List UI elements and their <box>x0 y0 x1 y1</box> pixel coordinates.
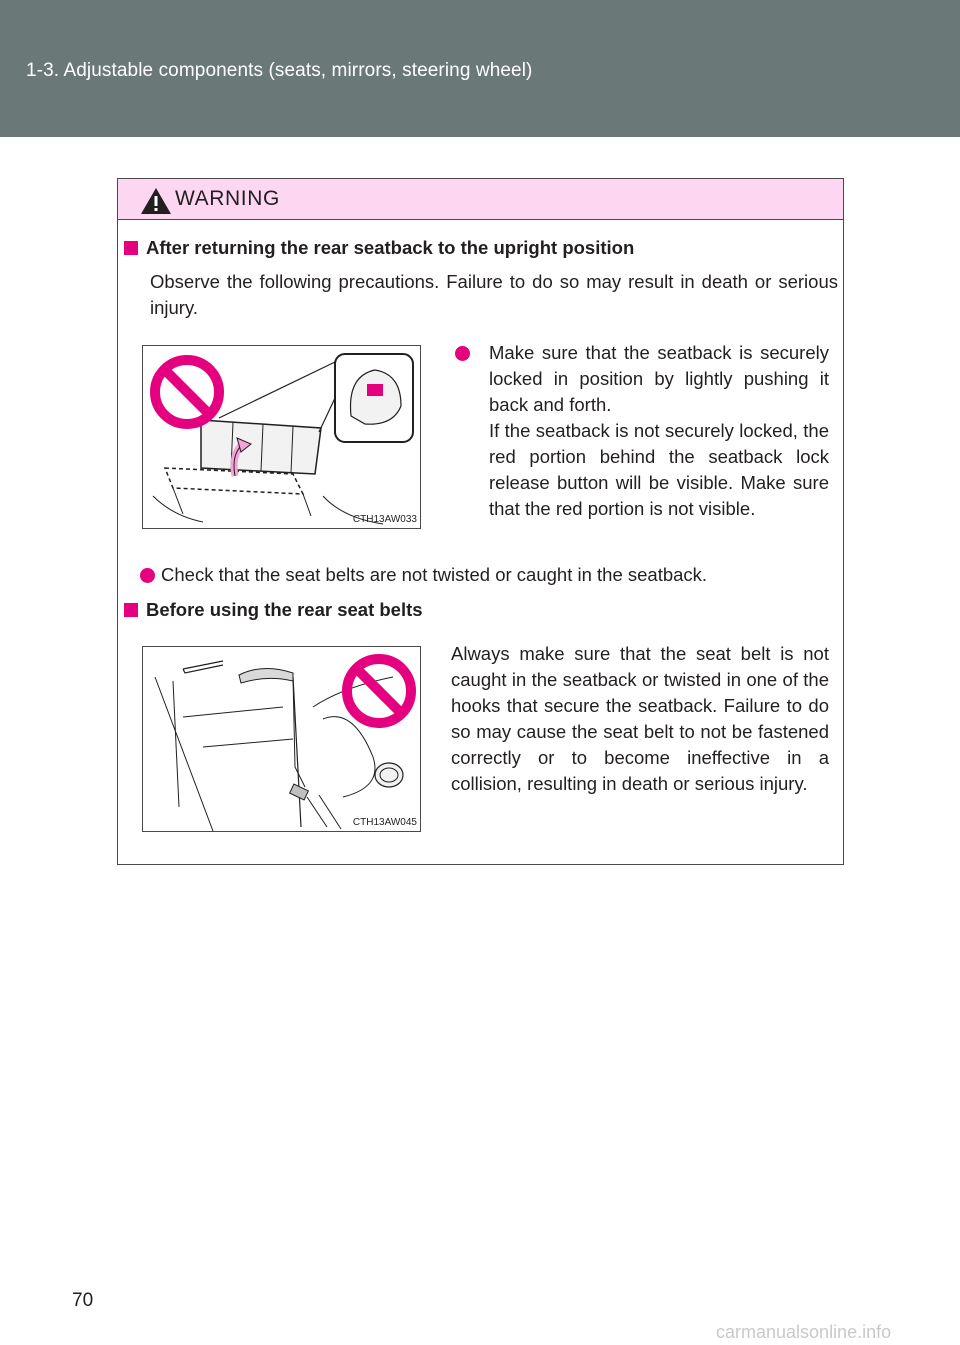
square-bullet-icon <box>124 603 138 617</box>
warning-box <box>117 178 844 865</box>
seatback-figure <box>142 345 421 529</box>
watermark: carmanualsonline.info <box>716 1322 892 1342</box>
section-heading-seatback <box>124 237 634 259</box>
rear-belts-text: Always make sure that the seat belt is not caught in the seatback or twisted in one of the hooks that secure the seatback. Failure to do so may cause the seat belt to not be fastened correctly or to become ineffective in a collision, resulting in death or serious injury. <box>451 643 829 794</box>
figure-code: CTH13AW045 <box>352 817 417 828</box>
seatback-bullet-red-portion: If the seatback is not securely locked, the red portion behind the seatback lock release button will be visible. Make sure that the red portion is not visible. <box>489 420 829 519</box>
seatbelt-figure <box>142 646 421 832</box>
section-title: 1-3. Adjustable components (seats, mirrors, steering wheel) <box>26 60 533 81</box>
seatback-bullet-locked: Make sure that the seatback is securely locked in position by lightly pushing it back and forth. <box>489 342 829 415</box>
heading-text: Before using the rear seat belts <box>146 599 423 620</box>
warning-label: WARNING <box>175 187 280 210</box>
section-header <box>0 0 960 137</box>
warning-header <box>118 179 843 220</box>
page-number: 70 <box>72 1290 94 1311</box>
warning-triangle-icon <box>140 187 172 215</box>
section-heading-rear-belts <box>124 599 423 621</box>
seatbelt-illustration <box>143 647 420 831</box>
round-bullet-icon <box>455 346 470 361</box>
square-bullet-icon <box>124 241 138 255</box>
figure-code: CTH13AW033 <box>352 514 417 525</box>
seatback-illustration <box>143 346 420 528</box>
heading-text: After returning the rear seatback to the upright position <box>146 237 635 258</box>
seatbelt-twist-bullet: Check that the seat belts are not twisted or caught in the seatback. <box>161 564 708 585</box>
round-bullet-icon <box>140 568 155 583</box>
seatback-intro: Observe the following precautions. Failure to do so may result in death or serious injury. <box>150 271 838 318</box>
